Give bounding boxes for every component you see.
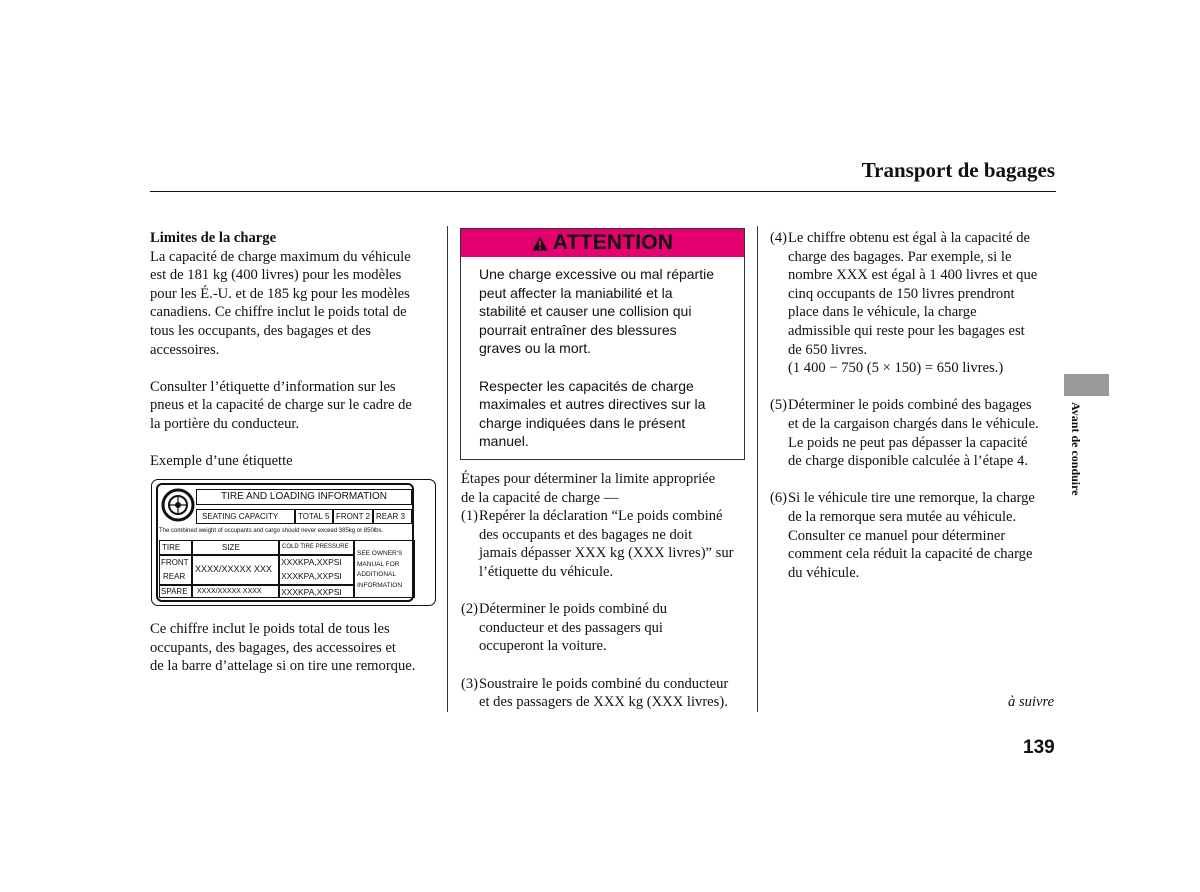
- total-weight-text: Ce chiffre inclut le poids total de tous les occupants, des bagages, des accessoires et de la barre d’attelage si on tire une remorque.: [150, 621, 416, 675]
- column-divider: [757, 226, 758, 712]
- steps-intro: Étapes pour déterminer la limite appropriée de la capacité de charge —: [461, 471, 716, 506]
- example-caption: Exemple d’une étiquette: [150, 453, 293, 470]
- step-6: (6) Si le véhicule tire une remorque, la charge de la remorque sera mutée au véhicule. Consulter ce manuel pour déterminer comment cela réduit la capacité de charge du véhicule.: [770, 490, 1035, 581]
- warning-box: [460, 228, 745, 460]
- col-tire: TIRE: [162, 543, 181, 552]
- page-number: 139: [1023, 737, 1055, 758]
- continued-note: à suivre: [1008, 694, 1055, 710]
- warning-title: ATTENTION: [552, 231, 674, 254]
- row-front: FRONT: [161, 558, 189, 567]
- step-5: (5) Déterminer le poids combiné des bagages et de la cargaison chargés dans le véhicule. Le poids ne peut pas dépasser la capacité de charge disponible calculée à l’étape 4.: [770, 397, 1039, 470]
- warning-triangle-icon: [532, 236, 548, 251]
- size-spare: XXXX/XXXXX XXXX: [197, 588, 262, 595]
- row-rear: REAR: [163, 572, 186, 581]
- load-capacity-text: La capacité de charge maximum du véhicule est de 181 kg (400 livres) pour les modèles pour les É.-U. et de 185 kg pour les modèles canadiens. Ce chiffre inclut le poids total de tous les occupants, des bagages et des accessoires.: [150, 248, 411, 358]
- weight-note: The combined weight of occupants and cargo should never exceed 385kg or 850lbs.: [159, 528, 384, 534]
- column-divider: [447, 226, 448, 712]
- rear-seating-label: REAR 3: [376, 512, 405, 521]
- tire-label-illustration: [151, 479, 436, 606]
- step-3: (3) Soustraire le poids combiné du conducteur et des passagers de XXX kg (XXX livres).: [461, 675, 729, 711]
- page-title: Transport de bagages: [861, 158, 1055, 182]
- tire-icon: [161, 488, 195, 522]
- pressure-front: XXXKPA,XXPSI: [281, 557, 342, 567]
- label-title: TIRE AND LOADING INFORMATION: [221, 491, 387, 502]
- right-column: [770, 229, 1062, 582]
- col-size: SIZE: [222, 543, 240, 552]
- front-seating-label: FRONT 2: [336, 512, 371, 521]
- warning-text-1: Une charge excessive ou mal répartie peut affecter la maniabilité et la stabilité et causer une collision qui pourrait entraîner des blessures graves ou la mort.: [479, 266, 715, 357]
- middle-column: [461, 470, 753, 712]
- step-2: (2) Déterminer le poids combiné du conducteur et des passagers qui occuperont la voiture.: [461, 601, 668, 655]
- step-1: (1) Repérer la déclaration “Le poids combiné des occupants et des bagages ne doit jamais dépasser XXX kg (XXX livres)” sur l’étiquette du véhicule.: [461, 508, 734, 580]
- header-rule: [150, 191, 1056, 192]
- total-label: TOTAL 5: [298, 512, 330, 521]
- see-owners-manual: SEE OWNER'S MANUAL FOR ADDITIONAL INFORMATION: [357, 550, 403, 589]
- section-tab-label: Avant de conduire: [1069, 402, 1083, 496]
- warning-header: [461, 229, 744, 257]
- section-heading: Limites de la charge: [150, 230, 277, 246]
- consult-label-text: Consulter l’étiquette d’information sur les pneus et la capacité de charge sur le cadre de la portière du conducteur.: [150, 378, 412, 432]
- pressure-spare: XXXKPA,XXPSI: [281, 587, 342, 597]
- step-4: (4) Le chiffre obtenu est égal à la capacité de charge des bagages. Par exemple, si le nombre XXX est égal à 1 400 livres et que cinq occupants de 150 livres prendront place dans le véhicule, la charge admissible qui reste pour les bagages est de 650 livres. (1 400 − 750 (5 × 150) = 650 livres.): [770, 230, 1038, 377]
- pressure-rear: XXXKPA,XXPSI: [281, 571, 342, 581]
- size-main: XXXX/XXXXX XXX: [195, 564, 273, 574]
- section-tab: [1064, 374, 1109, 396]
- row-spare: SPARE: [161, 587, 188, 596]
- warning-text-2: Respecter les capacités de charge maximales et autres directives sur la charge indiquées dans le présent manuel.: [479, 377, 706, 450]
- seating-capacity-label: SEATING CAPACITY: [202, 512, 279, 521]
- warning-body: [461, 257, 744, 451]
- col-pressure: COLD TIRE PRESSURE: [282, 544, 349, 550]
- left-column: [150, 229, 440, 471]
